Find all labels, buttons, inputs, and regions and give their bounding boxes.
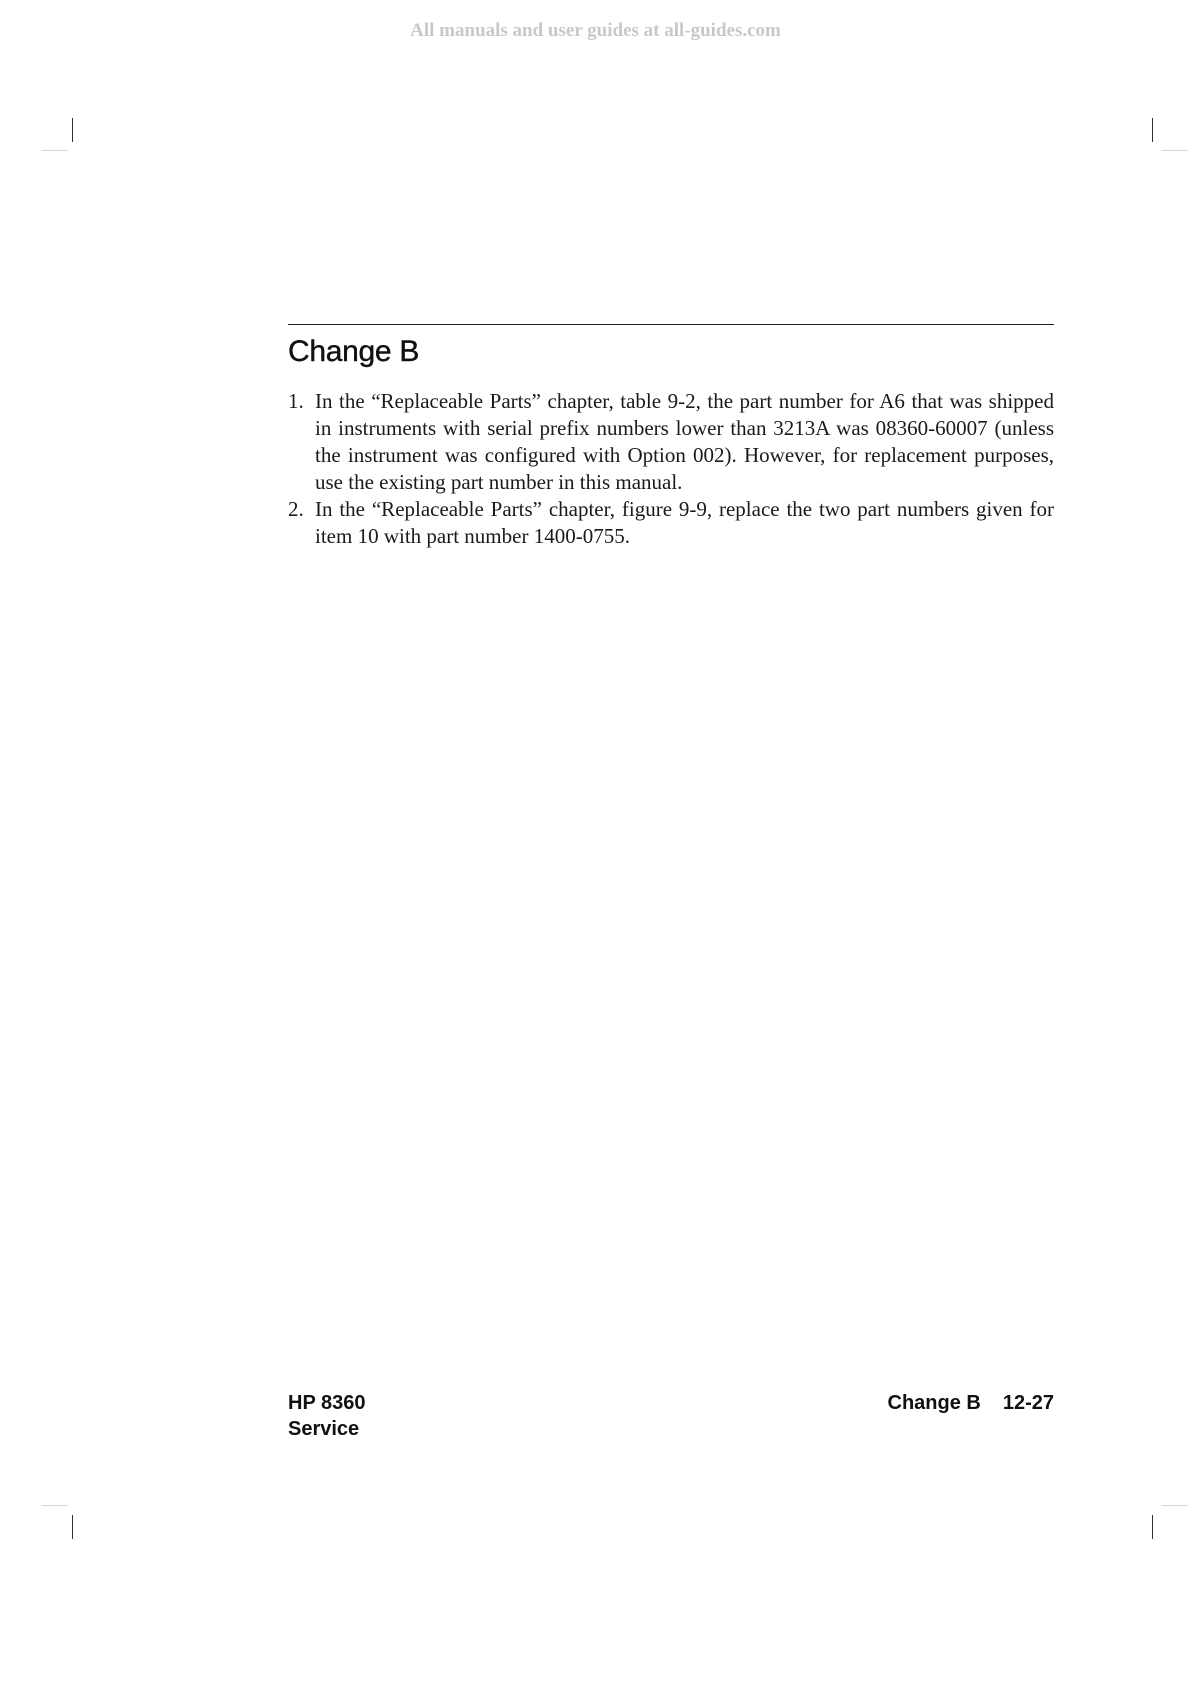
- list-item: [288, 388, 1054, 496]
- list-item-number: 1.: [288, 389, 304, 413]
- footer-manual: Service: [288, 1418, 360, 1440]
- list-item-text: In the “Replaceable Parts” chapter, figure 9-9, replace the two part numbers given for item 10 with part number 1400-0755.: [315, 497, 1054, 548]
- crop-mark-bottom-right-horizontal: [1162, 1505, 1188, 1506]
- list-item-number: 2.: [288, 497, 304, 521]
- crop-mark-top-right-horizontal: [1162, 150, 1188, 151]
- watermark-text: All manuals and user guides at all-guides.com: [410, 20, 781, 41]
- page-number: 12-27: [1002, 1392, 1054, 1414]
- footer-left: [288, 1390, 365, 1442]
- crop-mark-top-left-horizontal: [42, 150, 68, 151]
- footer-product: HP 8360: [288, 1392, 366, 1414]
- list-item-text: In the “Replaceable Parts” chapter, table 9-2, the part number for A6 that was shipped in instruments with serial prefix numbers lower than 3213A was 08360-60007 (unless the instrument was configured with Option 002). However, for replacement purposes, use the existing part number in this manual.: [315, 389, 1054, 494]
- crop-mark-bottom-left-horizontal: [42, 1505, 68, 1506]
- crop-mark-top-left: [72, 118, 73, 142]
- crop-mark-bottom-left: [72, 1515, 73, 1539]
- section-rule: [288, 324, 1054, 325]
- change-list: [288, 388, 1054, 550]
- footer-section: Change B: [887, 1392, 981, 1414]
- list-item: [288, 496, 1054, 550]
- crop-mark-top-right: [1152, 118, 1153, 142]
- section-content: [288, 324, 1054, 550]
- crop-mark-bottom-right: [1152, 1515, 1153, 1539]
- footer-right: [888, 1390, 1055, 1416]
- section-title: Change B: [288, 335, 420, 368]
